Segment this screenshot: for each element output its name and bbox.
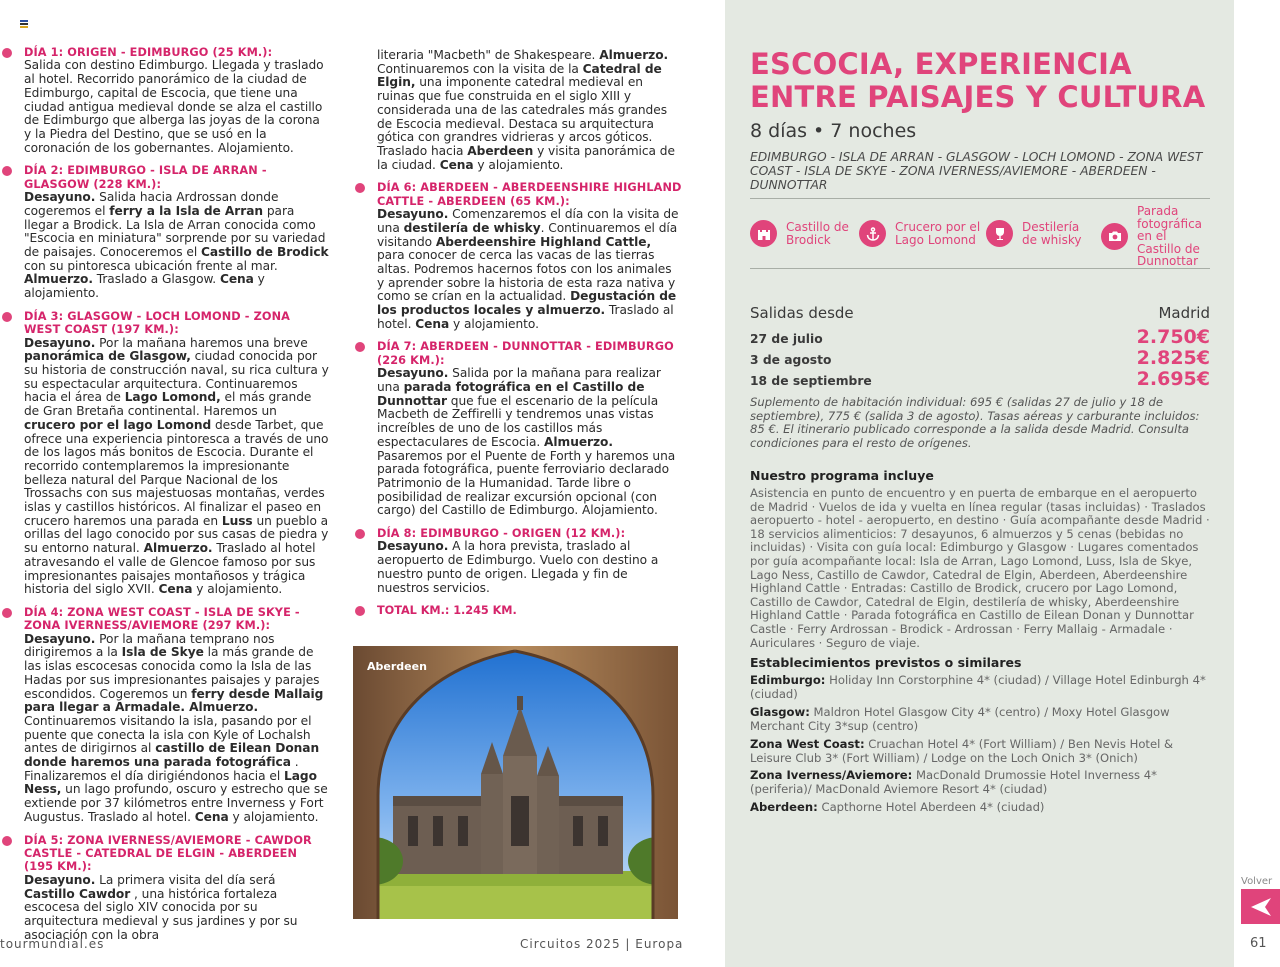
footer-catalog: Circuitos 2025 | Europa: [520, 937, 684, 951]
page-number: 61: [1250, 936, 1267, 951]
title-line-2: ENTRE PAISAJES Y CULTURA: [750, 80, 1206, 114]
day-body: Desayuno. Por la mañana haremos una breve panorámica de Glasgow, ciudad conocida por su historia de construcción naval, su rica cultura y su espectacular arquitectura. Continuaremos hacia el área de Lago Lomond, el más grande de Gran Bretaña continental. Haremos un crucero por el lago Lomond desde Tarbet, que ofrece una experiencia pintoresca a través de uno de los lagos más bonitos de Escocia. Durante el recorrido contemplaremos la impresionante belleza natural del Parque Nacional de los Trossachs con sus majestuosas montañas, verdes islas y castillos históricos. Al finalizar el paseo en crucero haremos una parada en Luss un pueblo a orillas del lago conocido por sus casas de piedra y su entorno natural. Almuerzo. Traslado al hotel atravesando el valle de Glencoe famoso por sus impresionantes paisajes montañosos y trágica historia del siglo XVII. Cena y alojamiento.: [24, 335, 329, 597]
day-3: [24, 310, 329, 597]
includes-heading: Nuestro programa incluye: [750, 468, 934, 483]
back-arrow-icon: [1250, 897, 1272, 917]
day-4: [24, 606, 329, 825]
hotel-names: Cruachan Hotel 4* (Fort William) / Ben Nevis Hotel & Leisure Club 3* (Fort William) / Lodge on the Loch Onich 3* (Onich): [750, 736, 1174, 765]
hotel-names: Capthorne Hotel Aberdeen 4* (ciudad): [821, 800, 1045, 815]
hotel-city: Glasgow:: [750, 704, 810, 719]
price-row: [750, 347, 1210, 369]
feature-cruise: [859, 220, 985, 247]
departure-date: 3 de agosto: [750, 353, 832, 367]
day-body: Desayuno. Salida hacia Ardrossan donde cogeremos el ferry a la Isla de Arran para llegar a Brodick. La Isla de Arran conocida como "Escocia en miniatura" sorprende por su variedad de paisajes. Conoceremos el Castillo de Brodick con su pintoresca ubicación frente al mar. Almuerzo. Traslado a Glasgow. Cena y alojamiento.: [24, 190, 329, 301]
day-title: DÍA 2: EDIMBURGO - ISLA DE ARRAN - GLASGOW (228 KM.):: [24, 164, 267, 191]
photo-caption: Aberdeen: [367, 660, 427, 673]
day-7: [377, 340, 682, 518]
hotel-names: MacDonald Drumossie Hotel Inverness 4* (periferia)/ MacDonald Aviemore Resort 4* (ciudad): [750, 768, 1157, 797]
divider: [750, 268, 1210, 269]
day-title: DÍA 4: ZONA WEST COAST - ISLA DE SKYE - ZONA IVERNESS/AVIEMORE (297 KM.):: [24, 605, 300, 633]
wine-glass-icon: [986, 220, 1013, 247]
day-title: DÍA 5: ZONA IVERNESS/AVIEMORE - CAWDOR CASTLE - CATEDRAL DE ELGIN - ABERDEEN (195 KM.):: [24, 833, 312, 874]
bullet-icon: [2, 836, 12, 846]
price: 2.750€: [1136, 326, 1210, 348]
day-6: [377, 181, 682, 331]
feature-distillery: [986, 220, 1086, 247]
info-panel: [725, 0, 1234, 967]
bullet-icon: [2, 166, 12, 176]
day-8: [377, 527, 682, 595]
bullet-icon: [355, 342, 365, 352]
total-km: [377, 604, 682, 618]
back-label: Volver: [1241, 876, 1273, 887]
camera-icon: [1101, 223, 1128, 250]
departure-date: 27 de julio: [750, 332, 823, 346]
back-button[interactable]: [1241, 889, 1280, 924]
price-row: [750, 326, 1210, 348]
divider: [750, 198, 1210, 199]
page-title: [750, 48, 1220, 114]
price: 2.825€: [1136, 347, 1210, 369]
flag-icon: [20, 20, 28, 28]
itinerary-column-2: [377, 49, 682, 627]
footer-website[interactable]: tourmundial.es: [0, 937, 105, 951]
duration: 8 días • 7 noches: [750, 120, 917, 142]
feature-label: Castillo de Brodick: [786, 219, 849, 247]
anchor-icon: [859, 220, 886, 247]
hotel-city: Zona Iverness/Aviemore:: [750, 768, 913, 783]
day-title: DÍA 3: GLASGOW - LOCH LOMOND - ZONA WEST COAST (197 KM.):: [24, 309, 291, 337]
hotel-city: Edimburgo:: [750, 673, 826, 687]
castle-icon: [750, 220, 777, 247]
departures-label: Salidas desde: [750, 304, 854, 322]
departures-header: [750, 304, 1210, 322]
hotel-row: [750, 801, 1212, 815]
hotels-heading: Establecimientos previstos o similares: [750, 655, 1022, 670]
day-body: Desayuno. Salida por la mañana para realizar una parada fotográfica en el Castillo de Dunnottar que fue el escenario de la película Macbeth de Zeffirelli y tendremos unas vistas increíbles de uno de los castillos más espectaculares de Escocia. Almuerzo. Pasaremos por el Puente de Forth y haremos una parada fotográfica, puente ferroviario declarado Patrimonio de la Humanidad. Tarde libre o posibilidad de realizar excursión opcional (con cargo) del Castillo de Edimburgo. Alojamiento.: [377, 366, 676, 518]
hotel-row: [750, 769, 1212, 797]
departure-date: 18 de septiembre: [750, 374, 872, 388]
day-title: DÍA 6: ABERDEEN - ABERDEENSHIRE HIGHLAND CATTLE - ABERDEEN (65 KM.):: [377, 181, 682, 208]
day-body: Desayuno. Comenzaremos el día con la visita de una destilería de whisky. Continuaremos el día visitando Aberdeenshire Highland Cattle, para conocer de cerca las vacas de las tierras altas. Podremos hacernos fotos con los animales y aprender sobre la historia de esta raza nativa y como se crían en la actualidad. Degustación de los productos locales y almuerzo. Traslado al hotel. Cena y alojamiento.: [377, 207, 679, 331]
day-body: literaria "Macbeth" de Shakespeare. Almuerzo. Continuaremos con la visita de la Catedral de Elgin, una imponente catedral medieval en ruinas que fue construida en el siglo XIII y considerada una de las catedrales más grandes de Escocia medieval. Destaca su arquitectura gótica con grandres vidrieras y arcos góticos. Traslado hacia Aberdeen y visita panorámica de la ciudad. Cena y alojamiento.: [377, 48, 675, 172]
day-title: DÍA 7: ABERDEEN - DUNNOTTAR - EDIMBURGO (226 KM.):: [377, 340, 674, 367]
day-5: [24, 834, 329, 943]
hotel-row: [750, 738, 1212, 766]
day-body: Desayuno. La primera visita del día será Castillo Cawdor , una histórica fortaleza escocesa del siglo XIV conocida por su arquitectura medieval y sus jardines y por su asociación con la obra: [24, 872, 298, 942]
bullet-icon: [2, 48, 12, 58]
hotel-city: Aberdeen:: [750, 800, 818, 815]
bullet-icon: [355, 529, 365, 539]
day-1: [24, 46, 329, 155]
departure-city: Madrid: [1158, 304, 1210, 322]
bullet-icon: [2, 608, 12, 618]
day-title: DÍA 1: ORIGEN - EDIMBURGO (25 KM.):: [24, 46, 273, 59]
itinerary-column-1: [24, 46, 329, 951]
day-body: Desayuno. A la hora prevista, traslado al aeropuerto de Edimburgo. Vuelo con destino a nuestro punto de origen. Llegada y fin de nuestros servicios.: [377, 539, 659, 595]
day-2: [24, 164, 329, 300]
feature-castle: [750, 220, 852, 247]
feature-photo-stop: [1101, 205, 1209, 268]
day-5-continued: [377, 49, 682, 172]
price: 2.695€: [1136, 368, 1210, 390]
day-title: DÍA 8: EDIMBURGO - ORIGEN (12 KM.):: [377, 527, 626, 541]
bullet-icon: [355, 606, 365, 616]
day-body: Salida con destino Edimburgo. Llegada y traslado al hotel. Recorrido panorámico de la ciudad de Edimburgo, capital de Escocia, que tiene una ciudad antigua medieval donde se alza el castillo de Edimburgo que alberga las joyas de la corona y la Piedra del Destino, que se usó en la coronación de los gobernantes. Alojamiento.: [24, 58, 324, 155]
route: EDIMBURGO - ISLA DE ARRAN - GLASGOW - LOCH LOMOND - ZONA WEST COAST - ISLA DE SKYE - ZONA IVERNESS/AVIEMORE - ABERDEEN - DUNNOTTAR: [750, 150, 1203, 193]
total-km-label: TOTAL KM.: 1.245 KM.: [377, 604, 517, 618]
feature-label: Destilería de whisky: [1022, 219, 1082, 247]
hotel-row: [750, 706, 1212, 734]
feature-label: Crucero por el Lago Lomond: [895, 219, 981, 247]
supplement-note: Suplemento de habitación individual: 695 € (salidas 27 de julio y 18 de septiembre), 775 € (salida 3 de agosto). Tasas aéreas y carburante incluidos: 85 €. El itinerario publicado corresponde a la salida desde Madrid. Consulta condiciones para el resto de orígenes.: [750, 395, 1200, 450]
day-body: Desayuno. Por la mañana temprano nos dirigiremos a la Isla de Skye la más grande de las islas escocesas conocida como la Isla de las Hadas por sus impresionantes paisajes y parajes escondidos. Cogeremos un ferry desde Mallaig para llegar a Armadale. Almuerzo. Continuaremos visitando la isla, pasando por el puente que conecta la isla con Kyle of Lochalsh antes de dirigirnos al castillo de Eilean Donan donde haremos una parada fotográfica . Finalizaremos el día dirigiéndonos hacia el Lago Ness, un lago profundo, oscuro y estrecho que se extiende por 37 kilómetros entre Inverness y Fort Augustus. Traslado al hotel. Cena y alojamiento.: [24, 631, 328, 824]
hotel-names: Maldron Hotel Glasgow City 4* (centro) / Moxy Hotel Glasgow Merchant City 3*sup (centro): [750, 704, 1170, 733]
bullet-icon: [355, 183, 365, 193]
aberdeen-photo: [353, 646, 678, 919]
hotel-city: Zona West Coast:: [750, 736, 865, 751]
includes-text: Asistencia en punto de encuentro y en puerta de embarque en el aeropuerto de Madrid · Vuelos de ida y vuelta en línea regular (tasas incluidas) · Traslados aeropuerto - hotel - aeropuerto, en destino · Guía acompañante desde Madrid · 18 servicios alimenticios: 7 desayunos, 6 almuerzos y 5 cenas (bebidas no incluidas) · Visita con guía local: Edimburgo y Glasgow · Lugares comentados por guía acompañante local: Isla de Arran, Lago Lomond, Luss, Isla de Skye, Lago Ness, Castillo de Cawdor, Catedral de Elgin, Aberdeen, Aberdeenshire Highland Cattle · Entradas: Castillo de Brodick, crucero por Lago Lomond, Castillo de Cawdor, Catedral de Elgin, destilería de whisky, Aberdeenshire Highland Cattle · Parada fotográfica en Castillo de Eilean Donan y Dunnottar Castle · Ferry Ardrossan - Brodick - Ardrossan · Ferry Mallaig - Armadale · Auriculares · Seguro de viaje.: [750, 486, 1210, 650]
bullet-icon: [2, 312, 12, 322]
price-row: [750, 368, 1210, 390]
hotel-row: [750, 674, 1212, 702]
cathedral-arch-image: [353, 646, 678, 919]
title-line-1: ESCOCIA, EXPERIENCIA: [750, 47, 1132, 81]
hotels-list: [750, 674, 1212, 819]
hotel-names: Holiday Inn Corstorphine 4* (ciudad) / Village Hotel Edinburgh 4* (ciudad): [750, 673, 1206, 701]
feature-label: Parada fotográfica en el Castillo de Dunnottar: [1137, 204, 1203, 269]
